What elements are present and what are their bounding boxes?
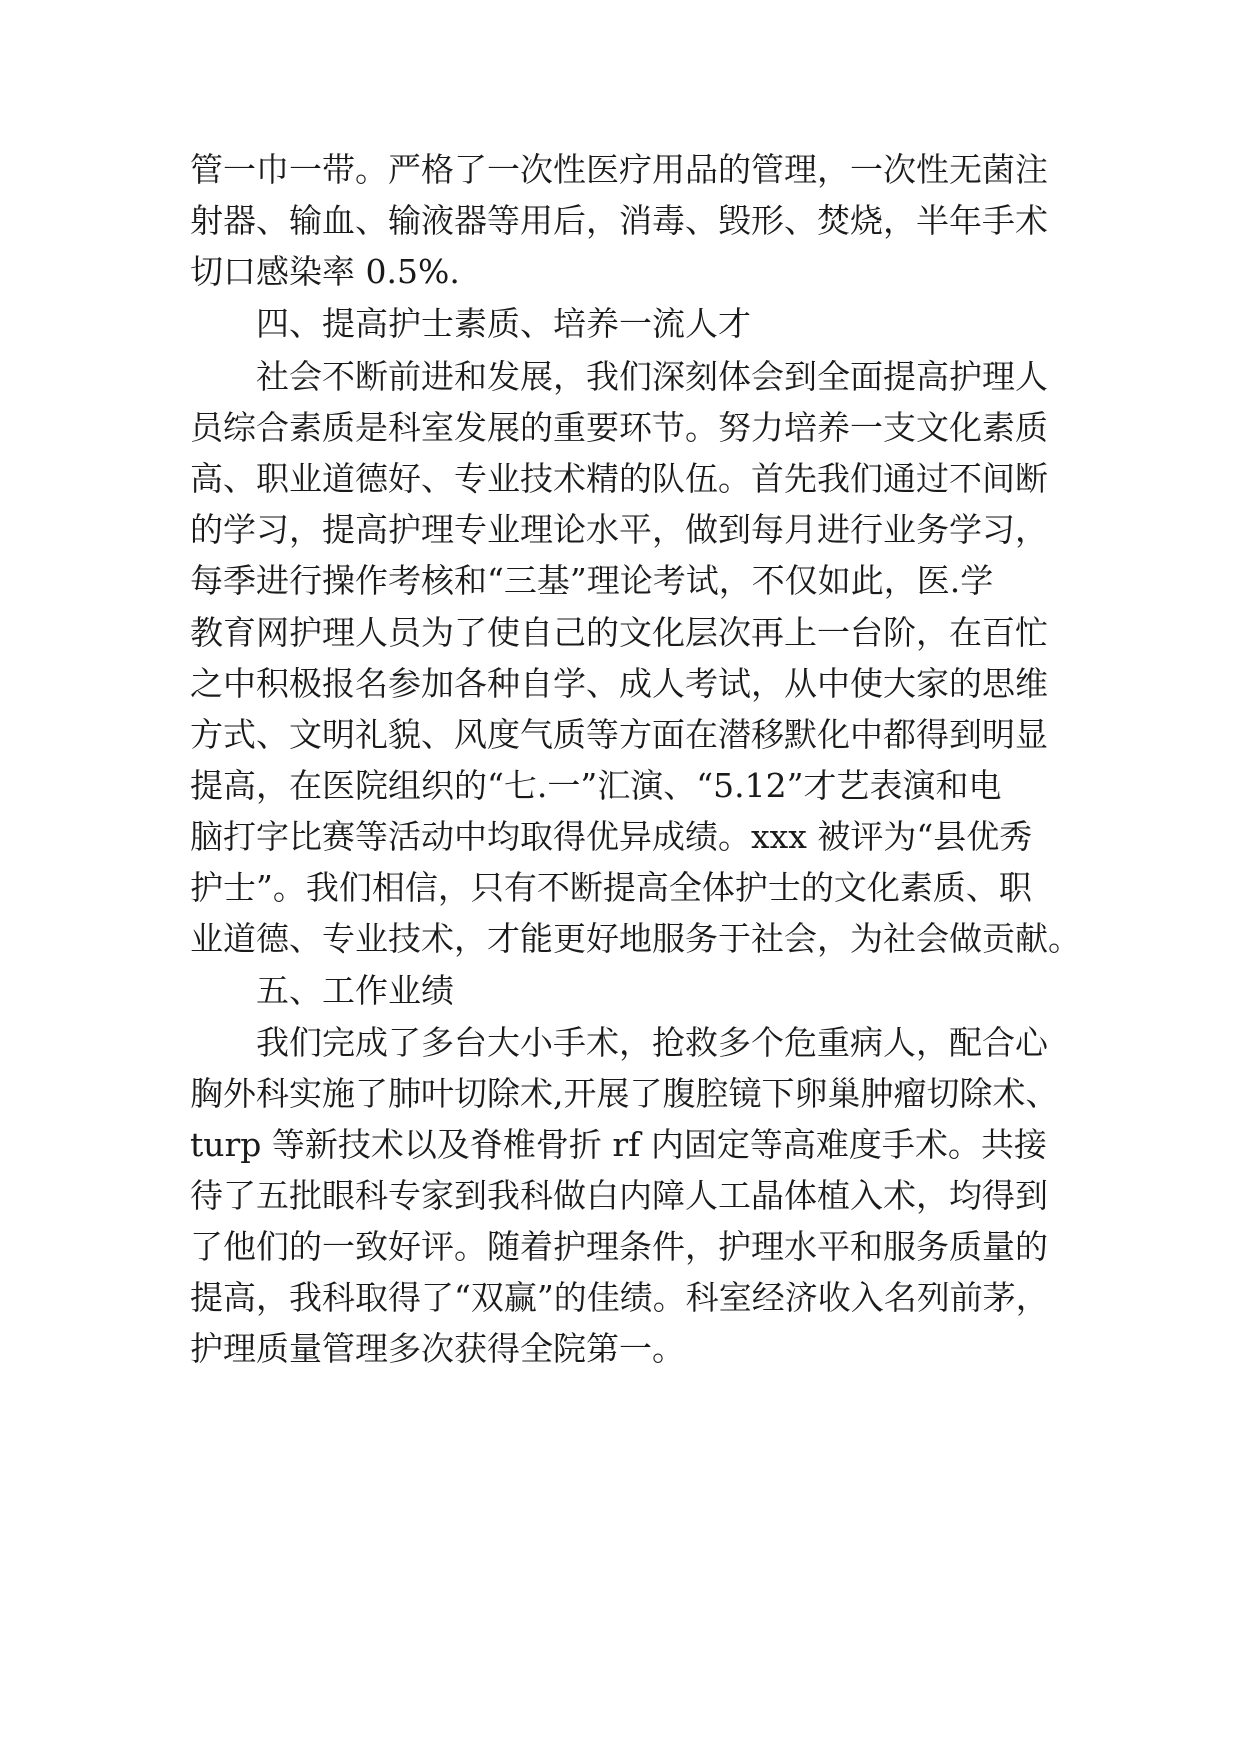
- section-heading: 四、提高护士素质、培养一流人才: [256, 304, 751, 343]
- text-line: turp 等新技术以及脊椎骨折 rf 内固定等高难度手术。共接: [190, 1125, 1047, 1164]
- text-line: 射器、输血、输液器等用后，消毒、毁形、焚烧，半年手术: [190, 201, 1048, 240]
- text-line: 每季进行操作考核和“三基”理论考试，不仅如此，医.学: [190, 561, 994, 600]
- text-line: 教育网护理人员为了使自己的文化层次再上一台阶，在百忙: [190, 613, 1048, 652]
- text-line: 提高，我科取得了“双赢”的佳绩。科室经济收入名列前茅，: [190, 1278, 1049, 1317]
- text-line: 待了五批眼科专家到我科做白内障人工晶体植入术，均得到: [190, 1176, 1048, 1215]
- section-heading: 五、工作业绩: [256, 971, 454, 1010]
- text-line: 我们完成了多台大小手术，抢救多个危重病人，配合心: [256, 1023, 1048, 1062]
- text-line: 业道德、专业技术，才能更好地服务于社会，为社会做贡献。: [190, 919, 1081, 958]
- text-line: 方式、文明礼貌、风度气质等方面在潜移默化中都得到明显: [190, 715, 1048, 754]
- text-line: 提高，在医院组织的“七.一”汇演、“5.12”才艺表演和电: [190, 766, 1002, 805]
- text-line: 护理质量管理多次获得全院第一。: [190, 1329, 685, 1368]
- text-line: 护士”。我们相信，只有不断提高全体护士的文化素质、职: [190, 868, 1032, 907]
- text-line: 员综合素质是科室发展的重要环节。努力培养一支文化素质: [190, 408, 1048, 447]
- text-line: 之中积极报名参加各种自学、成人考试，从中使大家的思维: [190, 664, 1048, 703]
- text-line: 了他们的一致好评。随着护理条件，护理水平和服务质量的: [190, 1227, 1048, 1266]
- text-line: 管一巾一带。严格了一次性医疗用品的管理，一次性无菌注: [190, 150, 1048, 189]
- text-line: 高、职业道德好、专业技术精的队伍。首先我们通过不间断: [190, 459, 1048, 498]
- text-line: 胸外科实施了肺叶切除术,开展了腹腔镜下卵巢肿瘤切除术、: [190, 1074, 1059, 1113]
- text-line: 脑打字比赛等活动中均取得优异成绩。xxx 被评为“县优秀: [190, 817, 1033, 856]
- text-line: 社会不断前进和发展，我们深刻体会到全面提高护理人: [256, 357, 1048, 396]
- text-line: 切口感染率 0.5%.: [190, 252, 460, 291]
- text-line: 的学习，提高护理专业理论水平，做到每月进行业务学习，: [190, 510, 1048, 549]
